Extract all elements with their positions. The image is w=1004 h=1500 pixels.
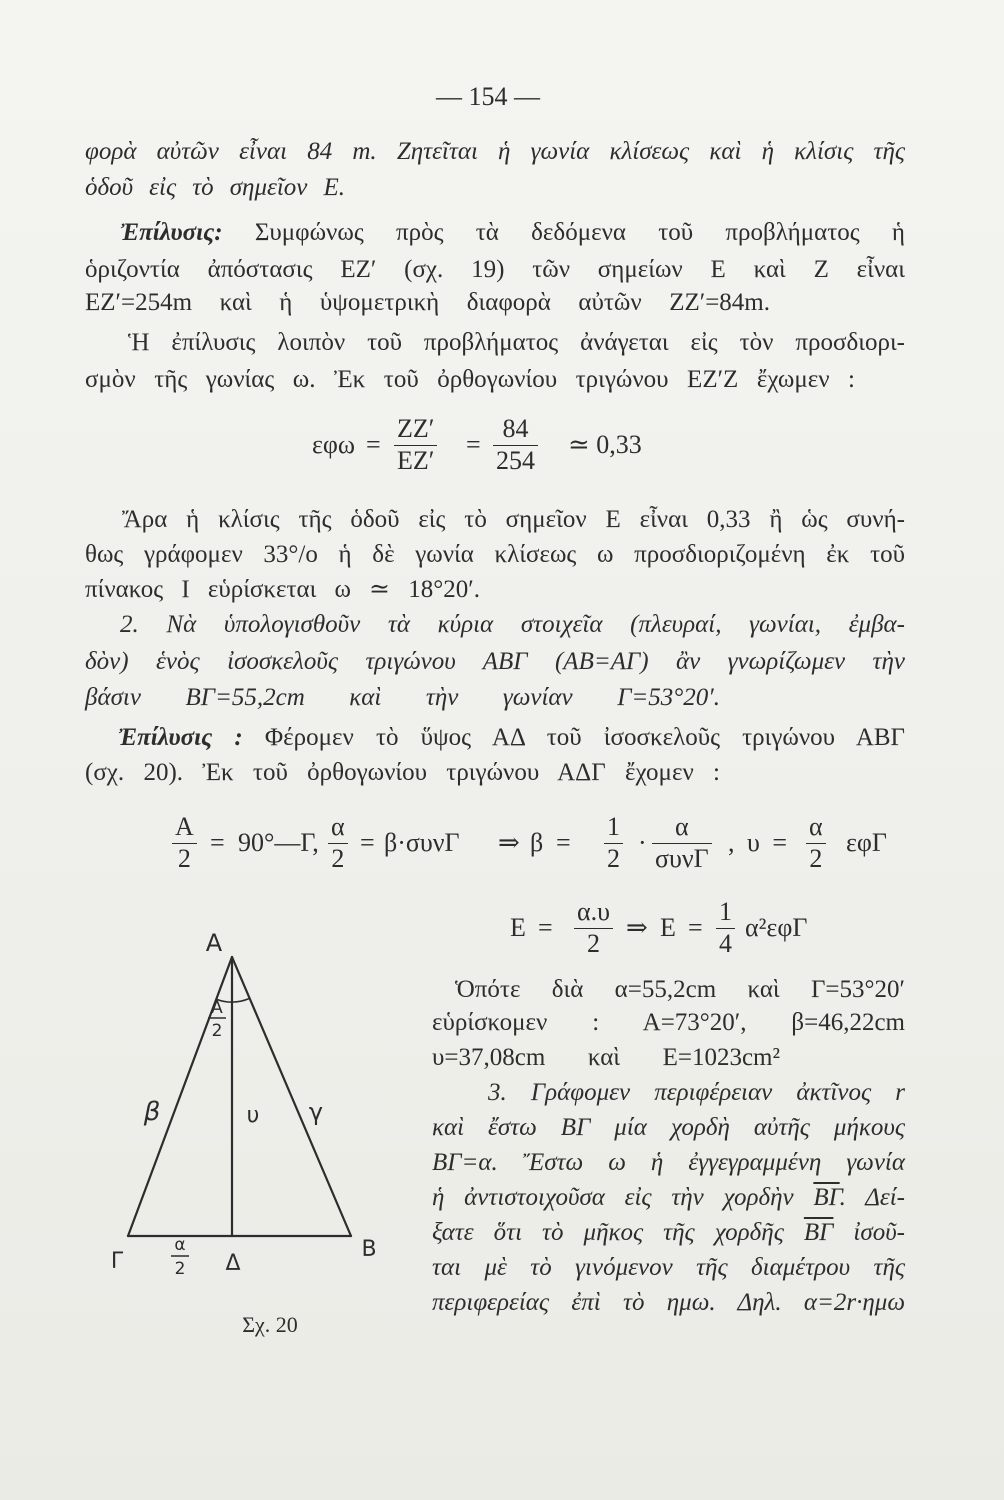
problem3-line-4 — [432, 1182, 905, 1214]
line-text: ξατε ὅτι τὸ μῆκος τῆς χορδῆς — [432, 1219, 804, 1246]
problem3-line-6: ται μὲ τὸ γινόμενον τῆς διαμέτρου τῆς — [432, 1254, 905, 1281]
vertex-b-label: Β — [361, 1237, 377, 1262]
side-c-label: γ — [308, 1098, 324, 1126]
problem3-line-2: καὶ ἔστω ΒΓ μία χορδὴ αὐτῆς μήκους — [432, 1114, 905, 1141]
fraction-denominator: 4 — [719, 929, 732, 958]
problem3-line-7: περιφερείας ἐπὶ τὸ ημω. Δηλ. α=2r·ημω — [432, 1289, 905, 1316]
solution2-line-1 — [118, 722, 905, 754]
fraction-numerator: α — [328, 812, 348, 844]
one-quarter-fraction — [716, 897, 735, 959]
fraction-numerator: 1 — [604, 812, 623, 844]
problem1-line-2: ὁδοῦ εἰς τὸ σημεῖον Ε. — [85, 174, 345, 201]
problem2-line-2: δὸν) ἑνὸς ἰσοσκελοῦς τριγώνου ΑΒΓ (ΑΒ=ΑΓ) ἂν γνωρίζωμεν τὴν — [85, 648, 905, 675]
ratio-fraction — [394, 414, 437, 476]
half-base-fraction — [328, 812, 348, 874]
solution2-line-2: (σχ. 20). Ἐκ τοῦ ὀρθογωνίου τριγώνου ΑΔΓ ἔχομεν : — [85, 759, 720, 786]
solution2-label: Ἐπίλυσις : — [118, 724, 243, 751]
chord-label: $\overline{B\Gamma}$ — [803, 1219, 834, 1246]
fraction-denominator: 2 — [809, 844, 823, 873]
values-numerator: 84 — [493, 414, 538, 446]
eq-expression: 90°—Γ, — [238, 828, 319, 857]
eq-equals: = — [556, 828, 571, 857]
half-angle-fraction — [172, 812, 197, 874]
problem3-line-5 — [432, 1217, 905, 1249]
solution2-text: Φέρομεν τὸ ὕψος ΑΔ τοῦ ἰσοσκελοῦς τριγώνου ΑΒΓ — [264, 724, 906, 751]
implies-symbol: ⇒ — [626, 913, 648, 942]
eq-expression: , υ = — [728, 828, 788, 857]
solution1-label: Ἐπίλυσις: — [120, 219, 223, 246]
a-over-cos-fraction — [652, 812, 712, 874]
fraction-numerator: α — [652, 812, 712, 844]
values-fraction — [493, 414, 538, 476]
line-text: ἡ ἀντιστοιχοῦσα εἰς τὴν χορδὴν — [432, 1184, 814, 1211]
solution1-line-3: ΕΖ′=254m καὶ ἡ ὑψομετρικὴ διαφορὰ αὐτῶν ΖΖ′=84m. — [85, 289, 770, 316]
eq-equals: = — [538, 913, 553, 942]
result-line-1: Ὁπότε διὰ α=55,2cm καὶ Γ=53°20′ — [455, 976, 905, 1003]
half-angle-denominator: 2 — [211, 1021, 223, 1041]
result-line-2: εὑρίσκομεν : Α=73°20′, β=46,22cm — [432, 1009, 905, 1036]
tangent-equation — [0, 400, 1004, 490]
eq-expression: α²εφΓ — [745, 913, 808, 942]
problem3-line-3: ΒΓ=α. Ἔστω ω ἡ ἐγγεγραμμένη γωνία — [432, 1149, 905, 1176]
multiply-dot: · — [638, 828, 647, 857]
line-text: . Δεί- — [839, 1184, 905, 1211]
conclusion-line-1: Ἄρα ἡ κλίσις τῆς ὁδοῦ εἰς τὸ σημεῖον Ε εἶναι 0,33 ἢ ὡς συνή- — [122, 506, 905, 533]
half-base-fraction — [806, 812, 826, 874]
fraction-numerator: Α — [172, 812, 197, 844]
solution1-text: Συμφώνως πρὸς τὰ δεδόμενα τοῦ προβλήματος ἡ — [254, 219, 906, 246]
implies-symbol: ⇒ — [498, 828, 520, 857]
ratio-denominator: ΕΖ′ — [397, 446, 435, 475]
problem2-line-1: 2. Νὰ ὑπολογισθοῦν τὰ κύρια στοιχεῖα (πλευραί, γωνίαι, ἐμβα- — [120, 611, 905, 638]
eq-variable: Ε — [660, 913, 676, 942]
result-line-3: υ=37,08cm καὶ Ε=1023cm² — [432, 1044, 780, 1071]
eq-equals: = — [466, 430, 481, 459]
triangle-figure — [90, 925, 440, 1290]
problem1-line-1: φορὰ αὐτῶν εἶναι 84 m. Ζητεῖται ἡ γωνία κλίσεως καὶ ἡ κλίσις τῆς — [85, 138, 905, 165]
fraction-denominator: 2 — [587, 929, 600, 958]
fraction-denominator: 2 — [331, 844, 345, 873]
vertex-a-label: Α — [205, 929, 223, 957]
eq-expression: β·συνΓ — [384, 828, 460, 857]
problem3-line-1: 3. Γράφομεν περιφέρειαν ἀκτῖνος r — [488, 1079, 905, 1106]
fraction-numerator: α.υ — [574, 897, 613, 929]
chord-label: $\overline{B\Gamma}$ — [813, 1184, 840, 1211]
eq-equals: = — [688, 913, 703, 942]
eq-equals: = — [360, 828, 375, 857]
fraction-denominator: 2 — [607, 844, 620, 873]
eq-equals: = — [210, 828, 225, 857]
fraction-denominator: 2 — [177, 844, 191, 873]
eq-variable: β — [530, 828, 544, 857]
one-half-fraction — [604, 812, 623, 874]
triangle-equations — [0, 798, 1004, 888]
foot-d-label: Δ — [225, 1251, 241, 1276]
problem2-line-3: βάσιν ΒΓ=55,2cm καὶ τὴν γωνίαν Γ=53°20′. — [85, 684, 720, 711]
fraction-numerator: 1 — [716, 897, 735, 929]
half-base-denominator: 2 — [174, 1259, 186, 1279]
page-number: — 154 — — [436, 82, 540, 111]
eq-equals: = — [366, 430, 381, 459]
solution1-line-2: ὁριζοντία ἀπόστασις ΕΖ′ (σχ. 19) τῶν σημείων Ε καὶ Ζ εἶναι — [85, 256, 905, 283]
ratio-numerator: ΖΖ′ — [394, 414, 437, 446]
half-base-numerator: α — [174, 1235, 186, 1255]
fraction-denominator: συνΓ — [655, 844, 709, 873]
side-b-label: β — [143, 1097, 161, 1127]
figure-caption: Σχ. 20 — [242, 1312, 298, 1337]
eq-variable: Ε — [510, 913, 526, 942]
vertex-g-label: Γ — [110, 1249, 124, 1274]
values-denominator: 254 — [496, 446, 535, 475]
solution1-line-5: σμὸν τῆς γωνίας ω. Ἐκ τοῦ ὀρθογωνίου τριγώνου ΕΖ′Ζ ἔχωμεν : — [85, 366, 855, 393]
conclusion-line-3: πίνακος Ι εὑρίσκεται ω ≃ 18°20′. — [85, 576, 480, 603]
eq-approx-result: ≃ 0,33 — [568, 430, 642, 459]
area-fraction — [574, 897, 613, 959]
eq-lhs: εφω — [312, 430, 356, 459]
conclusion-line-2: θως γράφομεν 33°/ο ἡ δὲ γωνία κλίσεως ω προσδιοριζομένη ἐκ τοῦ — [85, 541, 905, 568]
height-label: υ — [246, 1103, 260, 1128]
fraction-numerator: α — [806, 812, 826, 844]
eq-expression: εφΓ — [846, 828, 887, 857]
half-angle-numerator: Α — [211, 998, 223, 1018]
solution1-line-4: Ἡ ἐπίλυσις λοιπὸν τοῦ προβλήματος ἀνάγεται εἰς τὸν προσδιορι- — [128, 329, 905, 356]
line-text: ἰσοῦ- — [833, 1219, 906, 1246]
solution1-line-1 — [120, 217, 905, 249]
